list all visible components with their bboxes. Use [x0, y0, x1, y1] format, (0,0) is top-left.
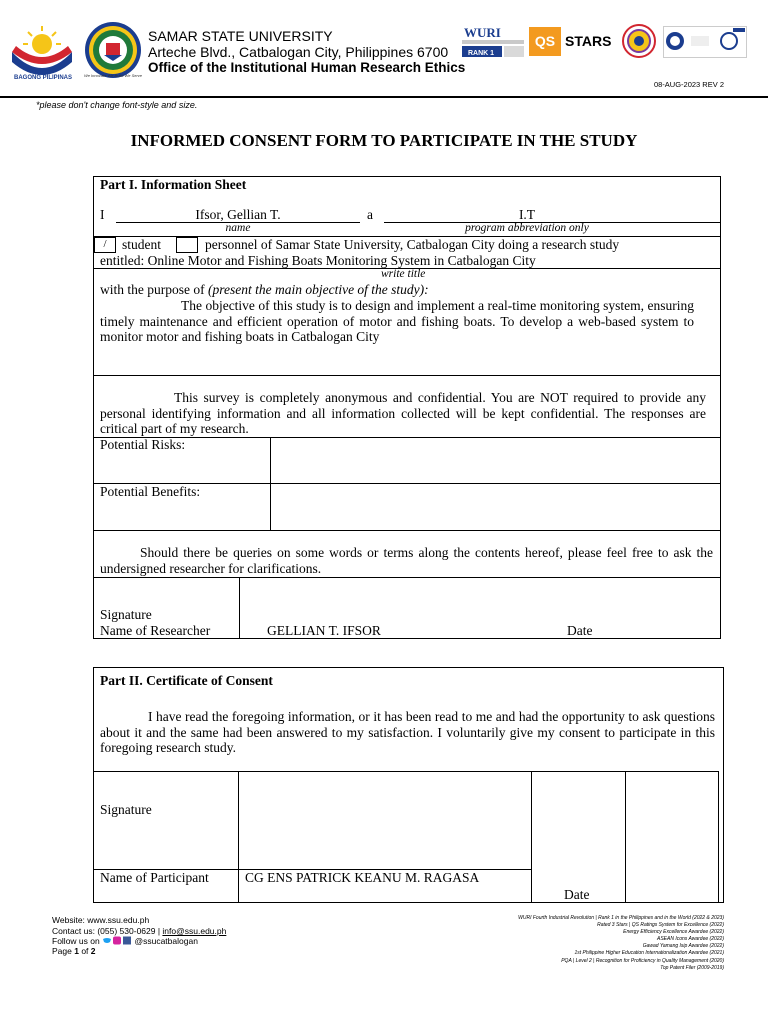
university-name: SAMAR STATE UNIVERSITY	[148, 28, 333, 44]
award-item: Gawad Yamang Isip Awardee (2022)	[642, 943, 724, 950]
write-title-caption: write title	[381, 268, 426, 280]
study-title-text: entitled: Online Motor and Fishing Boats Monitoring System in Catbalogan City	[100, 253, 536, 268]
researcher-name-label: Name of Researcher	[100, 623, 211, 638]
divider	[93, 483, 721, 484]
a-label: a	[367, 207, 373, 222]
part2-section	[93, 667, 724, 903]
divider	[93, 375, 721, 376]
participant-name: CG ENS PATRICK KEANU M. RAGASA	[245, 870, 480, 885]
social-handle[interactable]: @ssucatbalogan	[134, 936, 198, 946]
svg-text:WURI: WURI	[464, 25, 501, 40]
certification-badges-icon	[663, 26, 747, 58]
social-icons	[102, 936, 132, 945]
footer-contact	[52, 926, 226, 937]
awards-list	[364, 915, 724, 972]
award-item: ASEAN Icons Awardee (2022)	[657, 936, 724, 943]
consent-text: I have read the foregoing information, or it has been read to me and had the opportunity to ask questions about it and the same had been answered to my satisfaction. I voluntarily give my consent to participate in this foregoing research study.	[100, 709, 715, 755]
purpose-hint: (present the main objective of the study):	[207, 282, 429, 297]
researcher-date-label: Date	[567, 623, 593, 638]
name-caption: name	[225, 222, 251, 234]
wurii-rank-badge	[462, 25, 524, 59]
award-seal-icon	[622, 24, 656, 58]
award-item: Rated 3 Stars | QS Ratings System for Excellence (2022)	[597, 922, 724, 929]
participant-date-label: Date	[564, 887, 590, 902]
footer-social	[52, 936, 198, 947]
student-label: student	[122, 237, 161, 252]
benefits-label: Potential Benefits:	[100, 484, 201, 499]
office-name: Office of the Institutional Human Research Ethics	[148, 60, 466, 75]
award-item: 1st Philippine Higher Education Internationalization Awardee (2021)	[574, 950, 724, 957]
qs-badge: QS	[529, 27, 561, 56]
participant-name-label: Name of Participant	[100, 870, 209, 885]
rank-badge-text: RANK 1	[468, 50, 495, 57]
instagram-icon	[113, 937, 121, 945]
name-field[interactable]: Ifsor, Gellian T.	[195, 207, 281, 222]
queries-text: Should there be queries on some words or terms along the contents hereof, please feel free to ask the undersigned researcher for clarifications.	[100, 545, 713, 576]
i-label: I	[100, 207, 105, 222]
twitter-icon	[103, 938, 111, 943]
program-field[interactable]: I.T	[518, 207, 536, 222]
qs-stars-label: STARS	[565, 33, 612, 49]
page-number	[52, 946, 96, 957]
date-column-divider	[531, 771, 532, 903]
divider	[93, 437, 721, 438]
table-right-border	[718, 771, 719, 903]
personnel-checkbox[interactable]	[176, 237, 198, 253]
award-item: PQA | Level 2 | Recognition for Proficiency in Quality Management (2020)	[561, 957, 724, 964]
revision-code: 08-AUG-2023 REV 2	[653, 80, 724, 89]
seal-tagline: We Innovate We Build We Serve	[83, 73, 143, 78]
bagong-pilipinas-label: BAGONG PILIPINAS	[13, 75, 72, 81]
award-item: Top Patent Filer (2009-2019)	[660, 964, 724, 971]
student-checkbox[interactable]: /	[94, 237, 116, 253]
part1-heading: Part I. Information Sheet	[100, 177, 247, 192]
participant-column-divider	[238, 771, 239, 903]
page-of: of	[78, 946, 91, 956]
researcher-name: GELLIAN T. IFSOR	[267, 623, 381, 638]
personnel-text: personnel of Samar State University, Catbalogan City doing a research study	[205, 237, 620, 252]
footer-email-link[interactable]: info@ssu.edu.ph	[162, 926, 227, 936]
participant-signature-label: Signature	[100, 802, 152, 817]
facebook-icon	[123, 937, 131, 945]
letterhead	[0, 0, 768, 98]
purpose-label: with the purpose of	[100, 282, 208, 297]
program-caption: program abbreviation only	[465, 222, 589, 234]
page-total: 2	[90, 946, 96, 956]
page-current: 1	[74, 946, 79, 956]
researcher-column-divider	[239, 577, 240, 639]
part2-heading: Part II. Certificate of Consent	[100, 673, 273, 688]
ssu-seal-icon	[84, 21, 142, 79]
page-title: INFORMED CONSENT FORM TO PARTICIPATE IN THE STUDY	[130, 131, 638, 150]
footer-website: Website: www.ssu.edu.ph	[52, 915, 150, 925]
font-note: *please don't change font-style and size.	[36, 100, 198, 110]
objective-text: The objective of this study is to design and implement a real-time monitoring system, ensuring timely maintenance and efficient operation of motor and fishing boats. To develop a web-based system to monitor motor and fishing boats in Catbalogan City	[100, 298, 694, 344]
divider	[93, 530, 721, 531]
footer-phone: Contact us: (055) 530-0629 |	[52, 926, 163, 936]
risks-label: Potential Risks:	[100, 437, 186, 452]
researcher-signature-label: Signature	[100, 607, 152, 622]
divider	[93, 577, 721, 578]
page-prefix: Page	[52, 946, 75, 956]
university-address: Arteche Blvd., Catbalogan City, Philippines 6700	[148, 44, 449, 60]
follow-label: Follow us on	[52, 936, 100, 946]
anonymity-text: This survey is completely anonymous and confidential. You are NOT required to provide any personal identifying information and all information collected will be kept confidential. The responses are critical part of my research.	[100, 390, 706, 436]
award-item: Energy Efficiency Excellence Awardee (2022)	[623, 929, 724, 936]
award-item: WURI Fourth Industrial Revolution | Rank 1 in the Philippines and in the World (2022 & 2023)	[518, 915, 724, 921]
purpose-line	[100, 282, 429, 298]
date-column-divider	[625, 771, 626, 903]
